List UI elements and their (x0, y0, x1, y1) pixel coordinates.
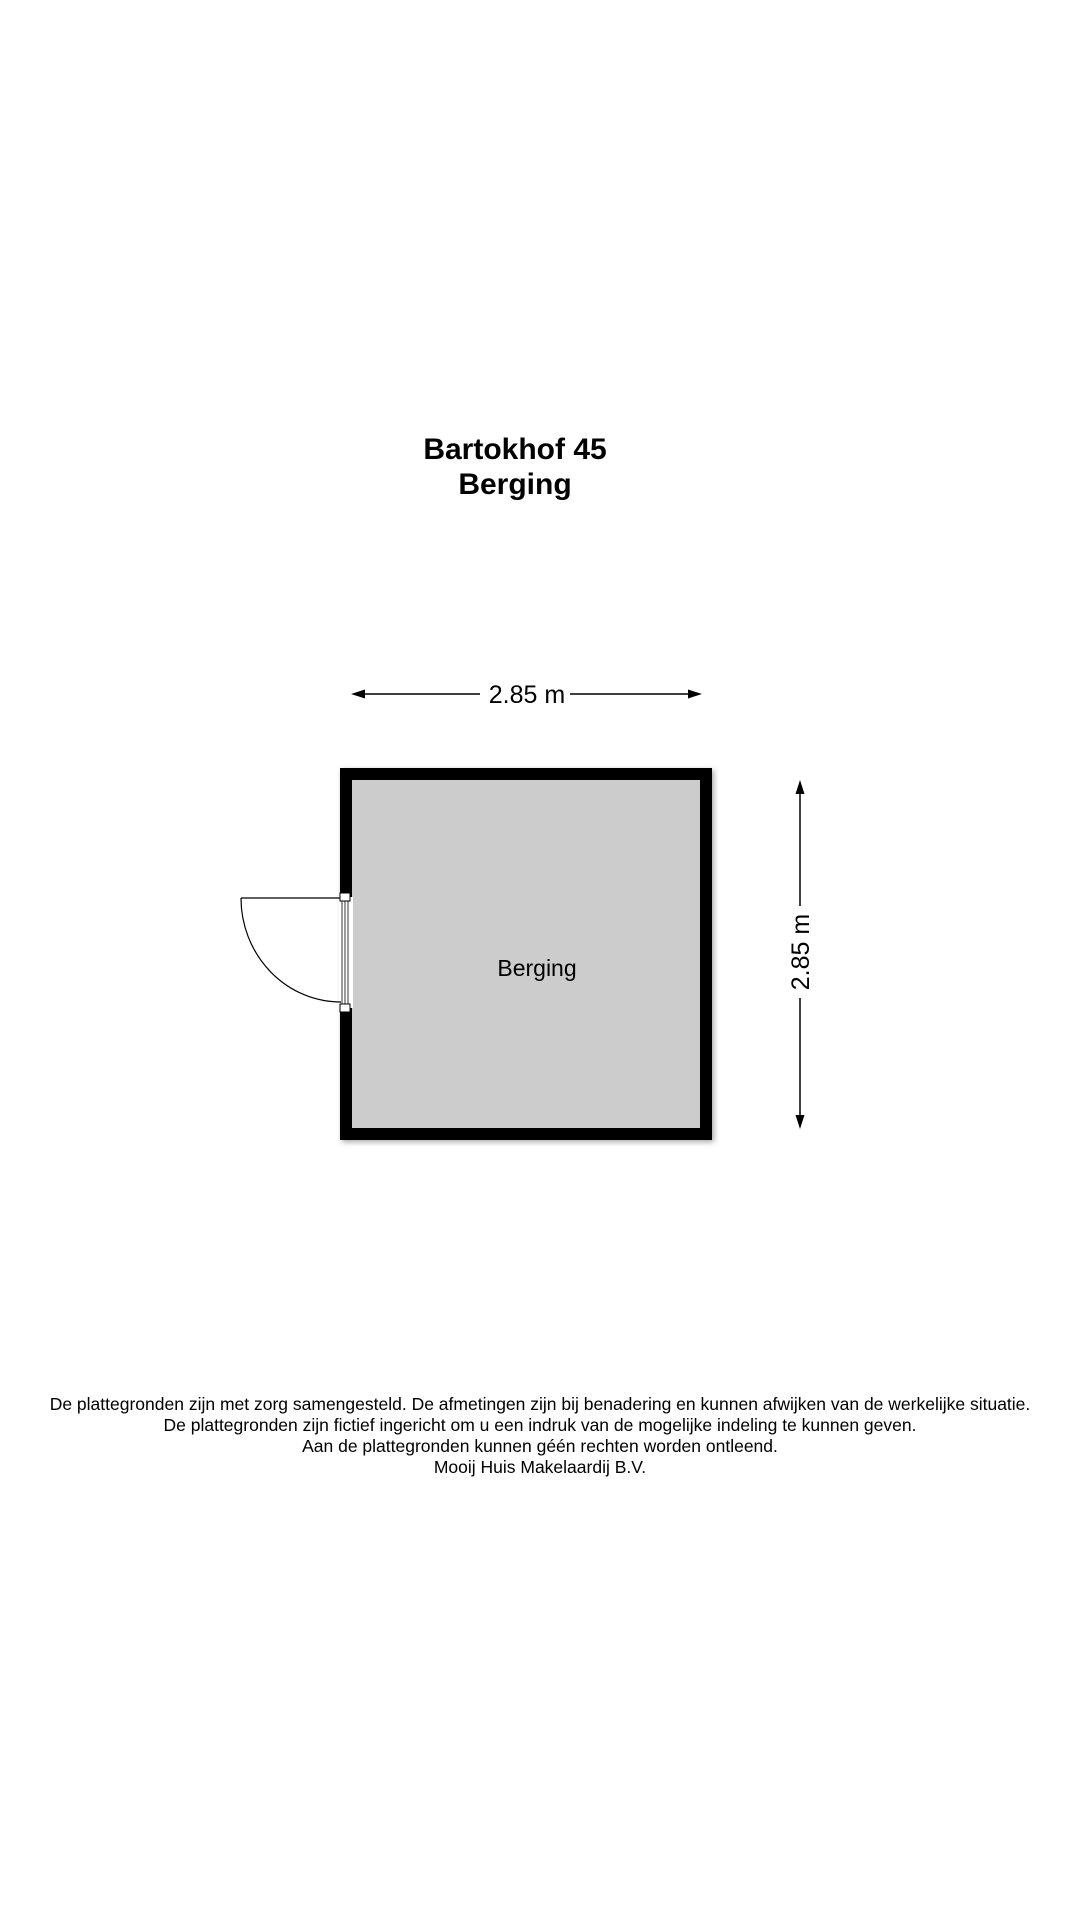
door-opening (339, 897, 353, 1008)
depth-dimension (787, 780, 815, 1129)
arrowhead-down-icon (796, 1115, 805, 1129)
width-dimension-label: 2.85 m (488, 681, 566, 709)
door (241, 893, 353, 1012)
floor-title: Berging (458, 468, 572, 501)
door-jamb-bottom (340, 1004, 350, 1012)
room-berging (340, 768, 712, 1140)
address-title: Bartokhof 45 (423, 433, 607, 466)
depth-dimension-label: 2.85 m (787, 913, 815, 991)
door-swing-arc (241, 898, 341, 1002)
width-dimension (351, 681, 702, 709)
door-jamb-top (340, 893, 350, 901)
disclaimer (0, 1394, 1080, 1478)
arrowhead-left-icon (351, 690, 365, 699)
arrowhead-right-icon (688, 690, 702, 699)
room-label: Berging (497, 955, 577, 981)
disclaimer-line-1: De plattegronden zijn met zorg samengesteld. De afmetingen zijn bij benadering en kunnen afwijken van de werkelijke situatie. (49, 1394, 1031, 1414)
disclaimer-line-3: Aan de plattegronden kunnen géén rechten worden ontleend. (302, 1436, 778, 1456)
disclaimer-line-2: De plattegronden zijn fictief ingericht om u een indruk van de mogelijke indeling te kunnen geven. (163, 1415, 917, 1435)
disclaimer-line-4: Mooij Huis Makelaardij B.V. (433, 1457, 647, 1477)
room-floor (352, 780, 700, 1128)
arrowhead-up-icon (796, 780, 805, 794)
